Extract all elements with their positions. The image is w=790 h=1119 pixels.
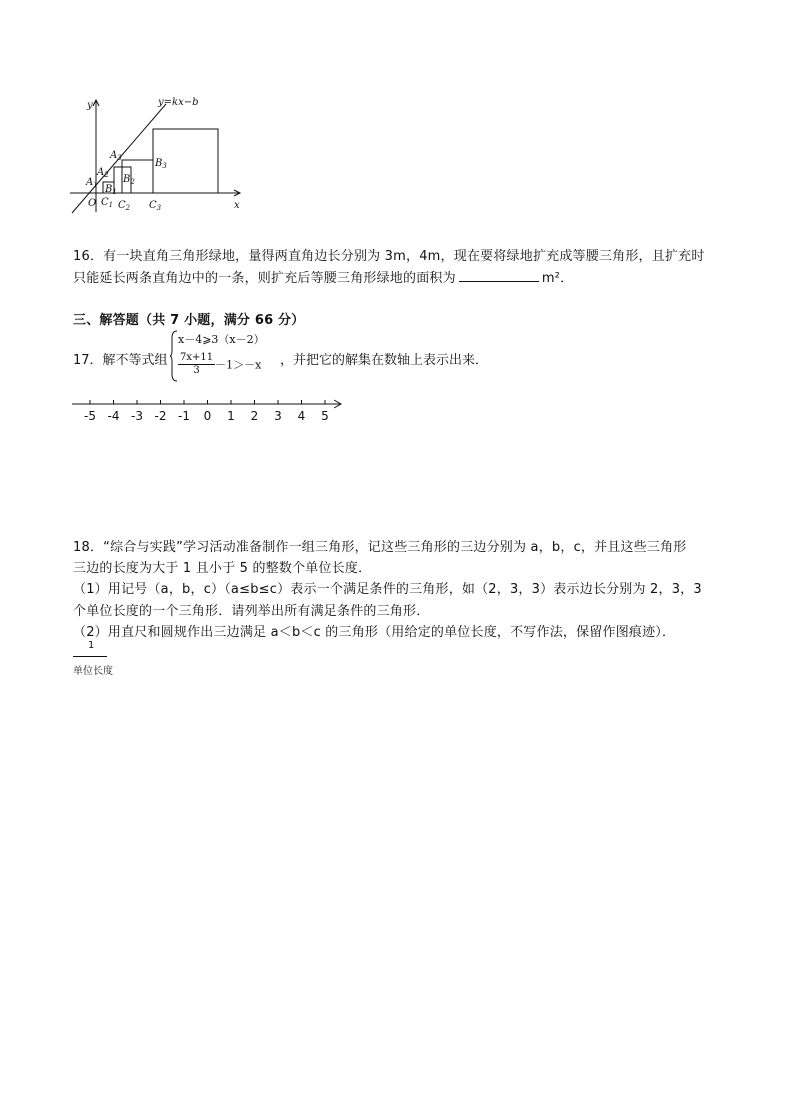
q17-ineq-2 <box>178 352 261 377</box>
label-b1: $B_1$ <box>105 184 117 196</box>
brace <box>170 330 176 380</box>
q17-suffix: ，并把它的解集在数轴上表示出来． <box>280 353 489 368</box>
number-line-label: -4 <box>107 409 120 423</box>
label-c3: $C_3$ <box>149 200 162 212</box>
square-4 <box>153 129 218 193</box>
q16-line-1: 16．有一块直角三角形绿地，量得两直角边长分别为 3m，4m，现在要将绿地扩充成等腰三角形，且扩充时 <box>73 249 705 264</box>
q17-prefix: 17．解不等式组 <box>73 353 168 368</box>
unit-segment <box>73 656 107 657</box>
label-b2: $B_2$ <box>123 174 135 186</box>
section-3-title: 三、解答题（共 7 小题，满分 66 分） <box>73 313 305 328</box>
q17-ineq-2-rest: －1＞－x <box>215 358 262 372</box>
fraction: $\frac{7x+11}{3}$ <box>180 352 214 376</box>
number-line-label: 0 <box>203 409 212 423</box>
unit-number: 1 <box>88 640 95 651</box>
label-a1: $A_1$ <box>86 177 98 189</box>
number-line-label: 1 <box>227 409 235 423</box>
q15-figure <box>60 92 260 217</box>
axis-x-label: x <box>234 200 240 211</box>
label-c1: $C_1$ <box>101 197 114 209</box>
number-line-label: -1 <box>178 409 190 423</box>
unit-label: 单位长度 <box>73 666 113 677</box>
number-line <box>68 394 348 426</box>
number-line-label: 5 <box>321 409 329 423</box>
label-c2: $C_2$ <box>118 200 131 212</box>
q16-line-2-text: 只能延长两条直角边中的一条，则扩充后等腰三角形绿地的面积为 <box>73 271 456 286</box>
q16-unit: m²． <box>541 271 574 286</box>
number-line-label: -5 <box>84 409 96 423</box>
number-line-label: 2 <box>250 409 259 423</box>
axis-y-label: y <box>87 100 93 111</box>
q18-line-4: 个单位长度的一个三角形．请列举出所有满足条件的三角形． <box>73 604 430 619</box>
q17-ineq-1: x－4⩾3（x－2） <box>178 333 265 346</box>
label-a2: $A_2$ <box>97 167 109 179</box>
q18-line-5: （2）用直尺和圆规作出三边满足 a＜b＜c 的三角形（用给定的单位长度，不写作法，保留作图痕迹）． <box>73 625 676 640</box>
q18-line-2: 三边的长度为大于 1 且小于 5 的整数个单位长度． <box>73 561 372 576</box>
line-label: y=kx−b <box>158 97 199 108</box>
origin-label: O <box>88 198 97 209</box>
label-b3: $B_3$ <box>155 158 167 170</box>
q18-line-1: 18．“综合与实践”学习活动准备制作一组三角形，记这些三角形的三边分别为 a，b，c，并且这些三角形 <box>73 540 687 555</box>
number-line-label: 4 <box>297 409 306 423</box>
q18-line-3: （1）用记号（a，b，c）（a≤b≤c）表示一个满足条件的三角形，如（2，3，3）表示边长分别为 2，3，3 <box>73 582 702 597</box>
number-line-label: -2 <box>154 409 167 423</box>
q16-line-2 <box>73 267 573 286</box>
label-a3: $A_3$ <box>110 150 122 162</box>
number-line-label: 3 <box>274 409 282 423</box>
answer-blank[interactable] <box>459 269 539 282</box>
number-line-label: -3 <box>131 409 143 423</box>
